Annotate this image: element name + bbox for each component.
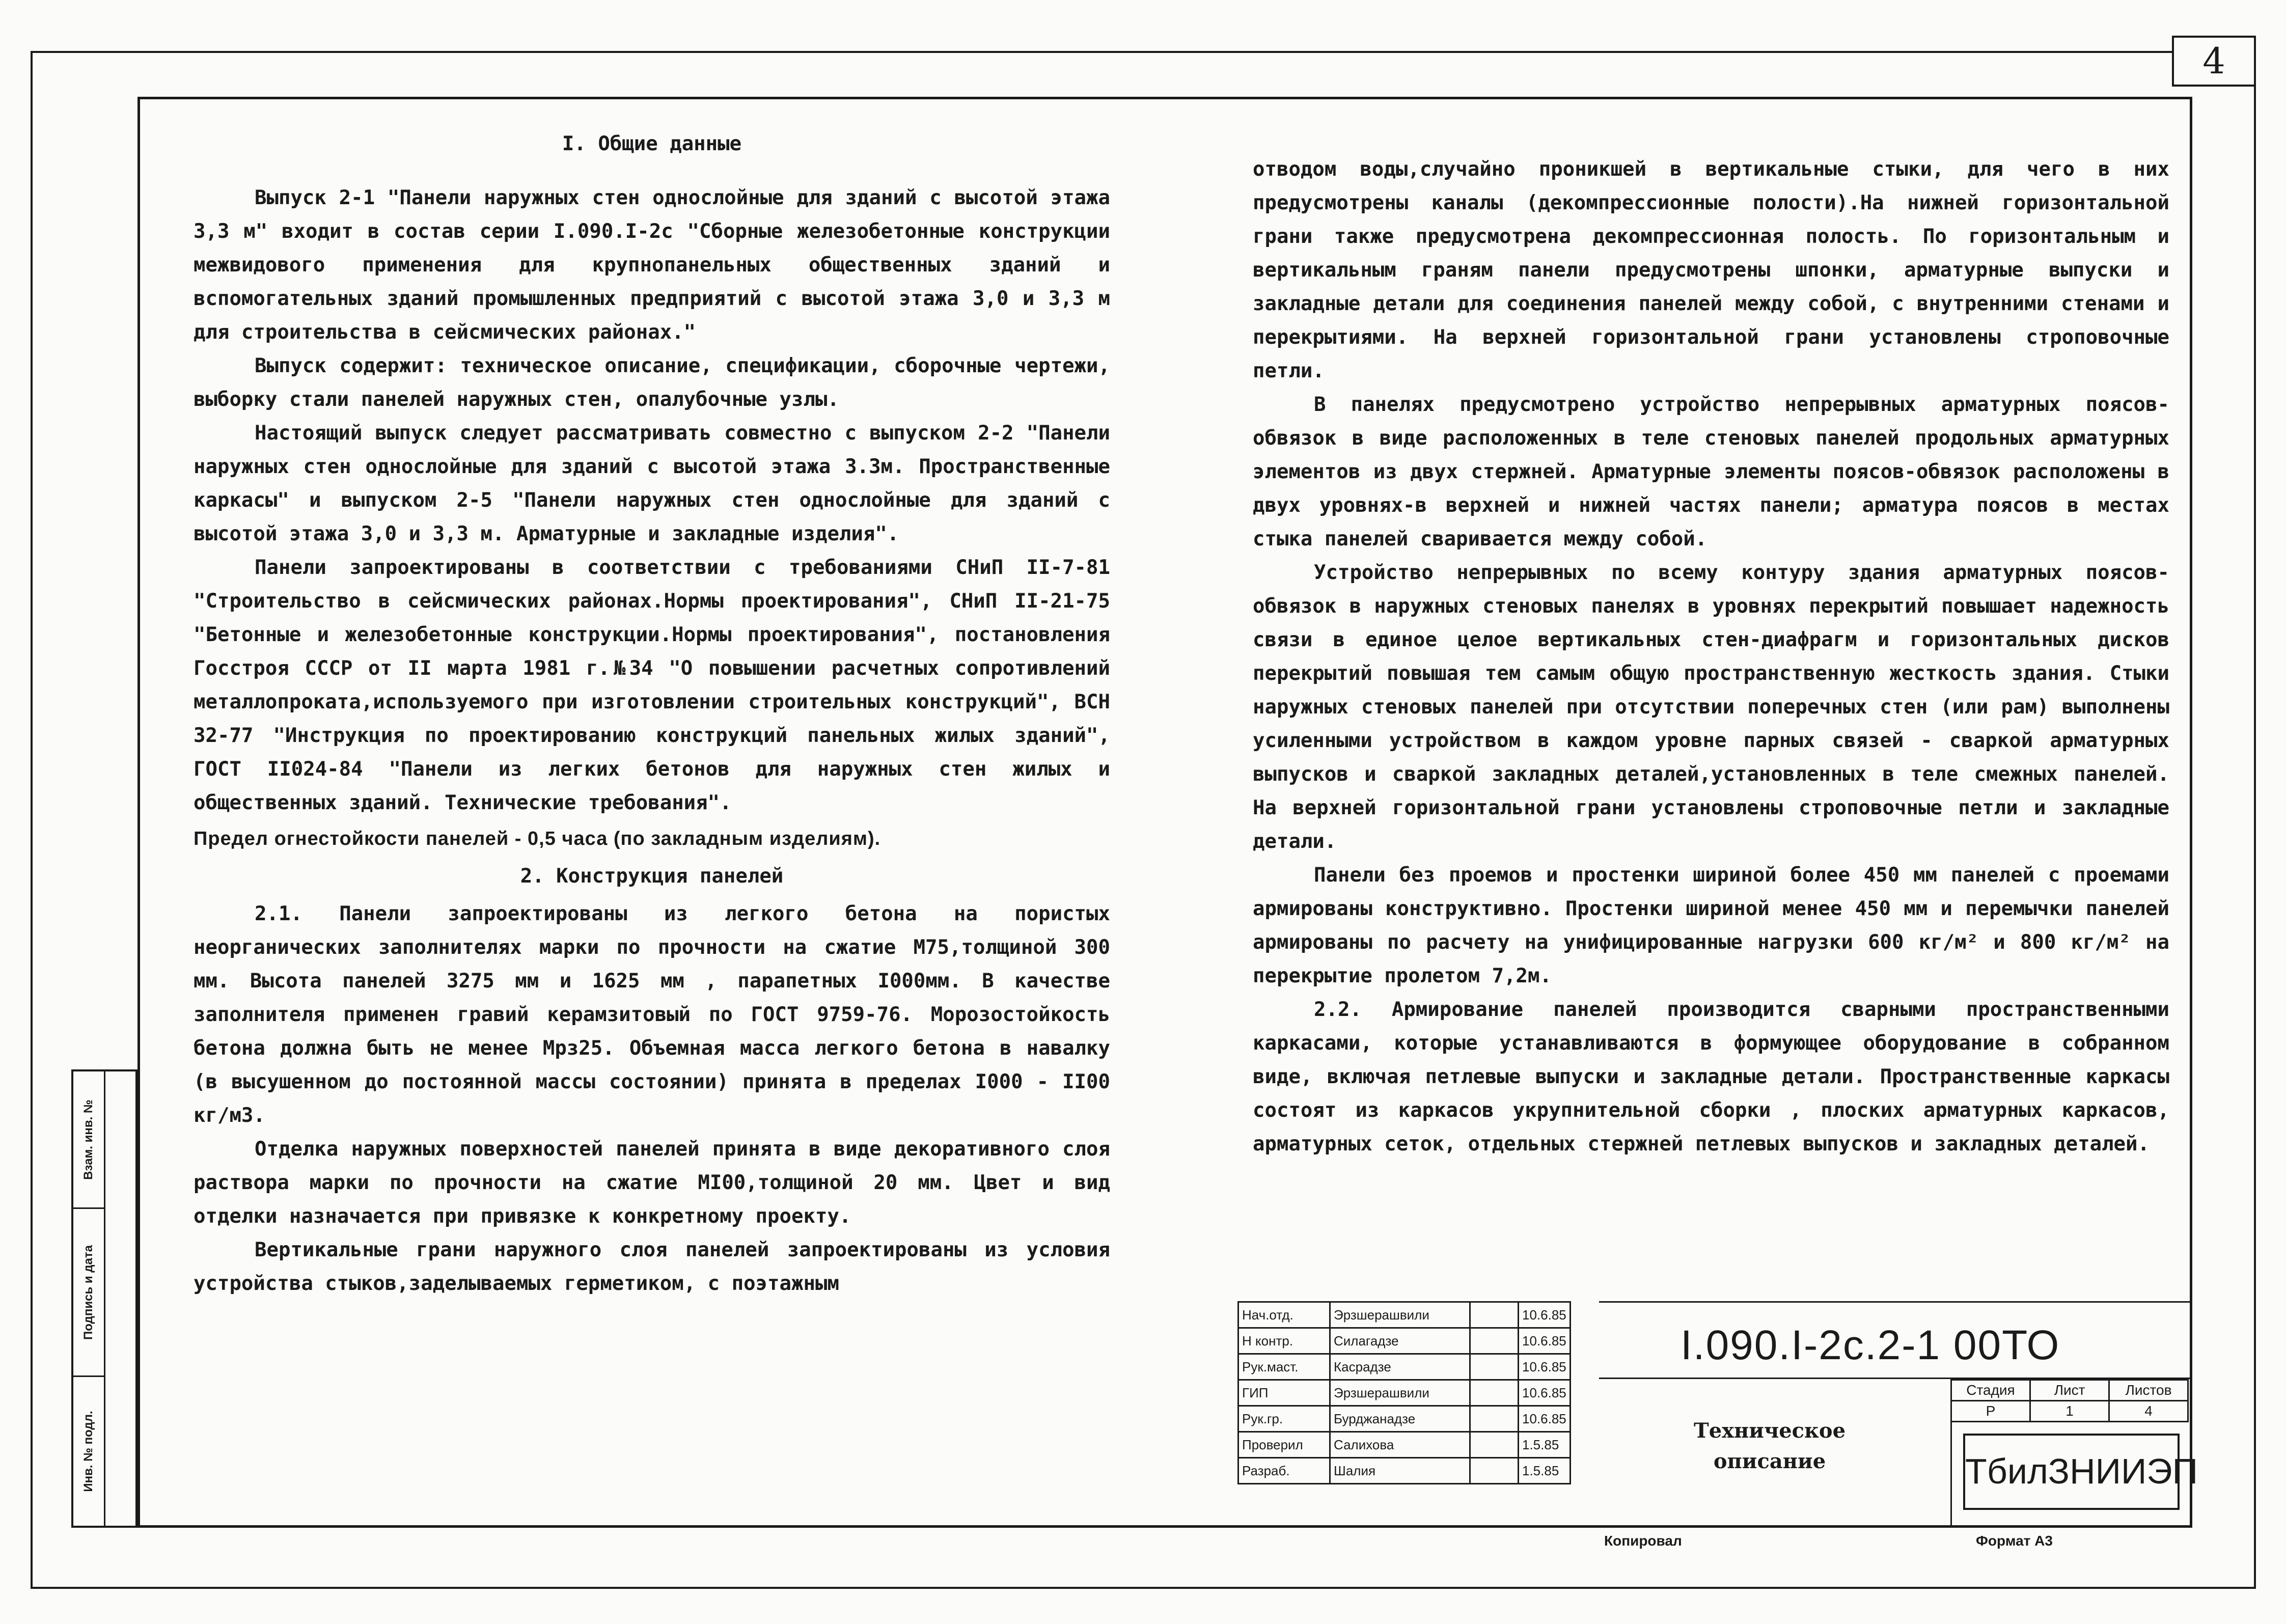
sidebar-divider <box>104 1071 105 1526</box>
sheet-label: Лист <box>2030 1380 2109 1401</box>
signature-role: Проверил <box>1238 1432 1330 1458</box>
section-heading-construction: 2. Конструкция панелей <box>520 865 784 888</box>
fire-resistance-note: Предел огнестойкости панелей - 0,5 часа (по закладным изделиям). <box>194 828 881 849</box>
signature-mark <box>1470 1354 1519 1380</box>
sidebar-cell-dup <box>73 1071 104 1209</box>
document-code: I.090.I-2с.2-1 00ТО <box>1681 1322 2060 1368</box>
sheet-value: 1 <box>2030 1401 2109 1422</box>
paragraph: Выпуск 2-1 "Панели наружных стен однослойные для зданий с высотой этажа 3,3 м" входит в состав серии I.090.I-2с "Сборные железобетонные конструкции межвидового применения для крупнопанельных общественных зданий и вспомогательных зданий промышленных предприятий с высотой этажа 3,0 и 3,3 м для строительства в сейсмических районах." <box>194 186 1110 344</box>
signature-name: Салихова <box>1330 1432 1470 1458</box>
sheets-label: Листов <box>2109 1380 2188 1401</box>
signature-date: 10.6.85 <box>1519 1406 1571 1432</box>
copied-by: Копировал <box>1604 1533 1682 1549</box>
signature-mark <box>1470 1458 1519 1484</box>
section-heading-general: I. Общие данные <box>562 132 742 155</box>
paragraph: Отделка наружных поверхностей панелей принята в виде декоративного слоя раствора марки по прочности на сжатие MI00,толщиной 20 мм. Цвет и вид отделки назначается при привязке к конкретному проекту. <box>194 1138 1110 1228</box>
signature-date: 10.6.85 <box>1519 1380 1571 1406</box>
paragraph: Вертикальные грани наружного слоя панелей запроектированы из условия устройства стыков,заделываемых герметиком, с поэтажным <box>194 1238 1110 1295</box>
stage-label: Стадия <box>1951 1380 2030 1401</box>
signature-row <box>1238 1380 1571 1406</box>
paragraph: Устройство непрерывных по всему контуру здания арматурных поясов-обвязок в наружных стеновых панелях в уровнях перекрытий повышает надежность связи в единое целое вертикальных стен-диафрагм и горизонтальных дисков перекрытий повышая тем самым общую пространственную жесткость здания. Стыки наружных стеновых панелей при отсутствии поперечных стен (или рам) выполнены усиленными устройством в каждом уровне парных связей - сваркой арматурных выпусков и сваркой закладных деталей,установленных в теле смежных панелей. На верхней горизонтальной грани установлены строповочные петли и закладные детали. <box>1253 561 2169 853</box>
signature-row <box>1238 1458 1571 1484</box>
sidebar-cell-sign <box>73 1209 104 1377</box>
document-title: Техническое описание <box>1693 1419 1846 1473</box>
signature-name: Шалия <box>1330 1458 1470 1484</box>
paragraph: Настоящий выпуск следует рассматривать совместно с выпуском 2-2 "Панели наружных стен однослойные для зданий с высотой этажа 3.3м. Пространственные каркасы" и выпуском 2-5 "Панели наружных стен однослойные для зданий с высотой этажа 3,0 и 3,3 м. Арматурные и закладные изделия". <box>194 422 1110 545</box>
signature-role: Разраб. <box>1238 1458 1330 1484</box>
title-block <box>1237 1301 2198 1528</box>
signature-name: Эрзшерашвили <box>1330 1380 1470 1406</box>
paragraph: Панели запроектированы в соответствии с требованиями СНиП II-7-81 "Строительство в сейсмических районах.Нормы проектирования", СНиП II-21-75 "Бетонные и железобетонные конструкции.Нормы проектирования", постановления Госстроя СССР от II марта 1981 г.№34 "О повышении расчетных сопротивлений металлопроката,используемого при изготовлении строительных конструкций", ВСН 32-77 "Инструкция по проектированию конструкций панельных жилых зданий", ГОСТ II024-84 "Панели из легких бетонов для наружных стен жилых и общественных зданий. Технические требования". <box>194 556 1110 814</box>
signature-date: 1.5.85 <box>1519 1432 1571 1458</box>
sidebar-label-sign: Подпись и дата <box>81 1245 95 1340</box>
sidebar-label-dup: Взам. инв. № <box>81 1099 95 1180</box>
left-column <box>194 127 1110 1301</box>
sidebar-stamp <box>71 1069 137 1528</box>
signature-table <box>1237 1301 1571 1484</box>
organization-name: ТбилЗНИИЭП <box>1963 1434 2180 1510</box>
signature-row <box>1238 1328 1571 1354</box>
paragraph: 2.2. Армирование панелей производится сварными пространственными каркасами, которые устанавливаются в формующее оборудование в собранном виде, включая петлевые выпуски и закладные детали. Пространственные каркасы состоят из каркасов укрупнительной сборки , плоских арматурных каркасов, арматурных сеток, отдельных стержней петлевых выпусков и закладных деталей. <box>1253 998 2169 1155</box>
sheet-format: Формат А3 <box>1976 1533 2053 1549</box>
signature-mark <box>1470 1432 1519 1458</box>
signature-row <box>1238 1302 1571 1328</box>
right-column <box>1253 153 2169 1161</box>
signature-row <box>1238 1354 1571 1380</box>
signature-row <box>1238 1406 1571 1432</box>
paragraph: Панели без проемов и простенки шириной более 450 мм панелей с проемами армированы конструктивно. Простенки шириной менее 450 мм и перемычки панелей армированы по расчету на унифицированные нагрузки 600 кг/м² и 800 кг/м² на перекрытие пролетом 7,2м. <box>1253 864 2169 987</box>
signature-date: 1.5.85 <box>1519 1458 1571 1484</box>
signature-mark <box>1470 1406 1519 1432</box>
signature-role: Н контр. <box>1238 1328 1330 1354</box>
paragraph: отводом воды,случайно проникшей в вертикальные стыки, для чего в них предусмотрены каналы (декомпрессионные полости).На нижней горизонтальной грани также предусмотрена декомпрессионная полость. По горизонтальным и вертикальным граням панели предусмотрены шпонки, арматурные выпуски и закладные детали для соединения панелей между собой, с внутренними стенами и перекрытиями. На верхней горизонтальной грани установлены строповочные петли. <box>1253 158 2169 382</box>
paragraph: В панелях предусмотрено устройство непрерывных арматурных поясов-обвязок в виде расположенных в теле стеновых панелей продольных арматурных элементов из двух стержней. Арматурные элементы поясов-обвязок расположены в двух уровнях-в верхней и нижней частях панели; арматура поясов в местах стыка панелей сваривается между собой. <box>1253 393 2169 550</box>
signature-role: ГИП <box>1238 1380 1330 1406</box>
paragraph: Выпуск содержит: техническое описание, спецификации, сборочные чертежи, выборку стали панелей наружных стен, опалубочные узлы. <box>194 354 1110 411</box>
signature-role: Рук.маст. <box>1238 1354 1330 1380</box>
signature-mark <box>1470 1302 1519 1328</box>
signature-date: 10.6.85 <box>1519 1328 1571 1354</box>
signature-name: Эрзшерашвили <box>1330 1302 1470 1328</box>
sidebar-cell-orig <box>73 1377 104 1526</box>
signature-row <box>1238 1432 1571 1458</box>
sidebar-label-orig: Инв. № подл. <box>81 1411 95 1492</box>
signature-name: Силагадзе <box>1330 1328 1470 1354</box>
stage-value: Р <box>1951 1401 2030 1422</box>
signature-name: Касрадзе <box>1330 1354 1470 1380</box>
signature-role: Рук.гр. <box>1238 1406 1330 1432</box>
signature-date: 10.6.85 <box>1519 1302 1571 1328</box>
sheets-value: 4 <box>2109 1401 2188 1422</box>
signature-role: Нач.отд. <box>1238 1302 1330 1328</box>
sheet-number: 4 <box>2172 36 2256 87</box>
signature-mark <box>1470 1380 1519 1406</box>
signature-mark <box>1470 1328 1519 1354</box>
stage-table <box>1950 1379 2189 1422</box>
signature-date: 10.6.85 <box>1519 1354 1571 1380</box>
signature-name: Бурджанадзе <box>1330 1406 1470 1432</box>
paragraph: 2.1. Панели запроектированы из легкого бетона на пористых неорганических заполнителях марки по прочности на сжатие М75,толщиной 300 мм. Высота панелей 3275 мм и 1625 мм , парапетных I000мм. В качестве заполнителя применен гравий керамзитовый по ГОСТ 9759-76. Морозостойкость бетона должна быть не менее Мрз25. Объемная масса легкого бетона в навалку (в высушенном до постоянной массы состоянии) принята в пределах I000 - II00 кг/м3. <box>194 902 1110 1127</box>
